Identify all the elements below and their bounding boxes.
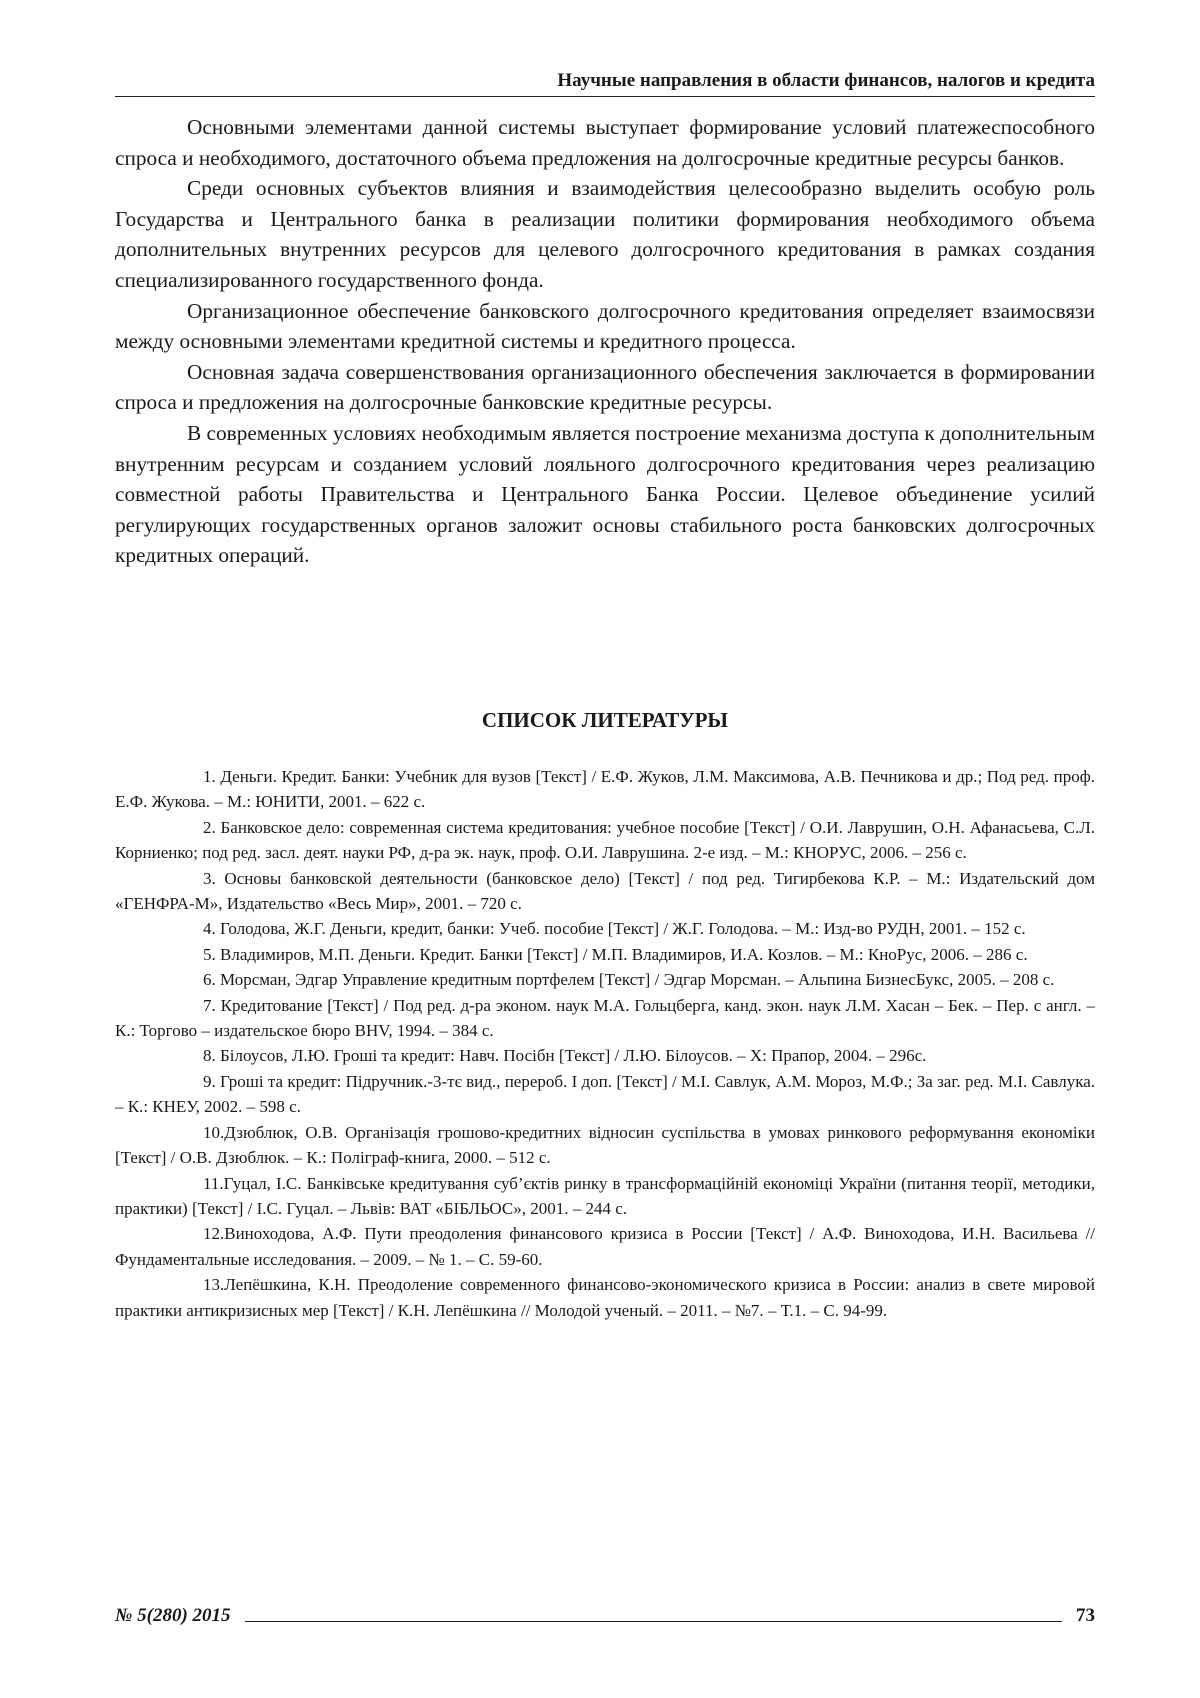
- reference-item: 7. Кредитование [Текст] / Под ред. д-ра эконом. наук М.А. Гольцберга, канд. экон. наук Л.М. Хасан – Бек. – Пер. с англ. – К.: Торгово – издательское бюро BHV, 1994. – 384 с.: [115, 993, 1095, 1044]
- reference-item: 5. Владимиров, М.П. Деньги. Кредит. Банки [Текст] / М.П. Владимиров, И.А. Козлов. – М.: КноРус, 2006. – 286 с.: [115, 942, 1095, 967]
- reference-item: 1. Деньги. Кредит. Банки: Учебник для вузов [Текст] / Е.Ф. Жуков, Л.М. Максимова, А.В. Печникова и др.; Под ред. проф. Е.Ф. Жукова. – М.: ЮНИТИ, 2001. – 622 с.: [115, 764, 1095, 815]
- body-text: [115, 112, 1095, 571]
- paragraph: Основными элементами данной системы выступает формирование условий платежеспособного спроса и необходимого, достаточного объема предложения на долгосрочные кредитные ресурсы банков.: [115, 112, 1095, 173]
- page-number: 73: [1076, 1605, 1095, 1627]
- paragraph: Основная задача совершенствования организационного обеспечения заключается в формировании спроса и предложения на долгосрочные банковские кредитные ресурсы.: [115, 357, 1095, 418]
- reference-item: 6. Морсман, Эдгар Управление кредитным портфелем [Текст] / Эдгар Морсман. – Альпина БизнесБукс, 2005. – 208 с.: [115, 967, 1095, 992]
- reference-item: 11.Гуцал, І.С. Банківське кредитування суб’єктів ринку в трансформаційній економіці України (питання теорії, методики, практики) [Текст] / І.С. Гуцал. – Львів: ВАТ «БІБЛЬОС», 2001. – 244 с.: [115, 1171, 1095, 1222]
- running-header: Научные направления в области финансов, налогов и кредита: [115, 70, 1095, 97]
- references-title: СПИСОК ЛИТЕРАТУРЫ: [115, 708, 1095, 733]
- reference-item: 10.Дзюблюк, О.В. Організація грошово-кредитних відносин суспільства в умовах ринкового реформування економіки [Текст] / О.В. Дзюблюк. – К.: Поліграф-книга, 2000. – 512 с.: [115, 1120, 1095, 1171]
- reference-item: 9. Гроші та кредит: Підручник.-3-тє вид., перероб. І доп. [Текст] / М.І. Савлук, А.М. Мороз, М.Ф.; За заг. ред. М.І. Савлука. – К.: КНЕУ, 2002. – 598 с.: [115, 1069, 1095, 1120]
- paragraph: Организационное обеспечение банковского долгосрочного кредитования определяет взаимосвязи между основными элементами кредитной системы и кредитного процесса.: [115, 296, 1095, 357]
- footer-rule: [245, 1621, 1062, 1622]
- reference-item: 12.Виноходова, А.Ф. Пути преодоления финансового кризиса в России [Текст] / А.Ф. Виноходова, И.Н. Васильева // Фундаментальные исследования. – 2009. – № 1. – С. 59-60.: [115, 1221, 1095, 1272]
- reference-item: 8. Білоусов, Л.Ю. Гроші та кредит: Навч. Посібн [Текст] / Л.Ю. Білоусов. – Х: Прапор, 2004. – 296с.: [115, 1043, 1095, 1068]
- reference-item: 2. Банковское дело: современная система кредитования: учебное пособие [Текст] / О.И. Лаврушин, О.Н. Афанасьева, С.Л. Корниенко; под ред. засл. деят. науки РФ, д-ра эк. наук, проф. О.И. Лаврушина. 2-е изд. – М.: КНОРУС, 2006. – 256 с.: [115, 815, 1095, 866]
- paragraph: Среди основных субъектов влияния и взаимодействия целесообразно выделить особую роль Государства и Центрального банка в реализации политики формирования необходимого объема дополнительных внутренних ресурсов для целевого долгосрочного кредитования в рамках создания специализированного государственного фонда.: [115, 173, 1095, 295]
- references-list: [115, 764, 1095, 1323]
- reference-item: 3. Основы банковской деятельности (банковское дело) [Текст] / под ред. Тигирбекова К.Р. – М.: Издательский дом «ГЕНФРА-М», Издательство «Весь Мир», 2001. – 720 с.: [115, 866, 1095, 917]
- page-footer: [115, 1605, 1095, 1627]
- issue-number: № 5(280) 2015: [115, 1605, 231, 1627]
- reference-item: 13.Лепёшкина, К.Н. Преодоление современного финансово-экономического кризиса в России: анализ в свете мировой практики антикризисных мер [Текст] / К.Н. Лепёшкина // Молодой ученый. – 2011. – №7. – Т.1. – С. 94-99.: [115, 1272, 1095, 1323]
- paragraph: В современных условиях необходимым является построение механизма доступа к дополнительным внутренним ресурсам и созданием условий лояльного долгосрочного кредитования через реализацию совместной работы Правительства и Центрального Банка России. Целевое объединение усилий регулирующих государственных органов заложит основы стабильного роста банковских долгосрочных кредитных операций.: [115, 418, 1095, 571]
- reference-item: 4. Голодова, Ж.Г. Деньги, кредит, банки: Учеб. пособие [Текст] / Ж.Г. Голодова. – М.: Изд-во РУДН, 2001. – 152 с.: [115, 916, 1095, 941]
